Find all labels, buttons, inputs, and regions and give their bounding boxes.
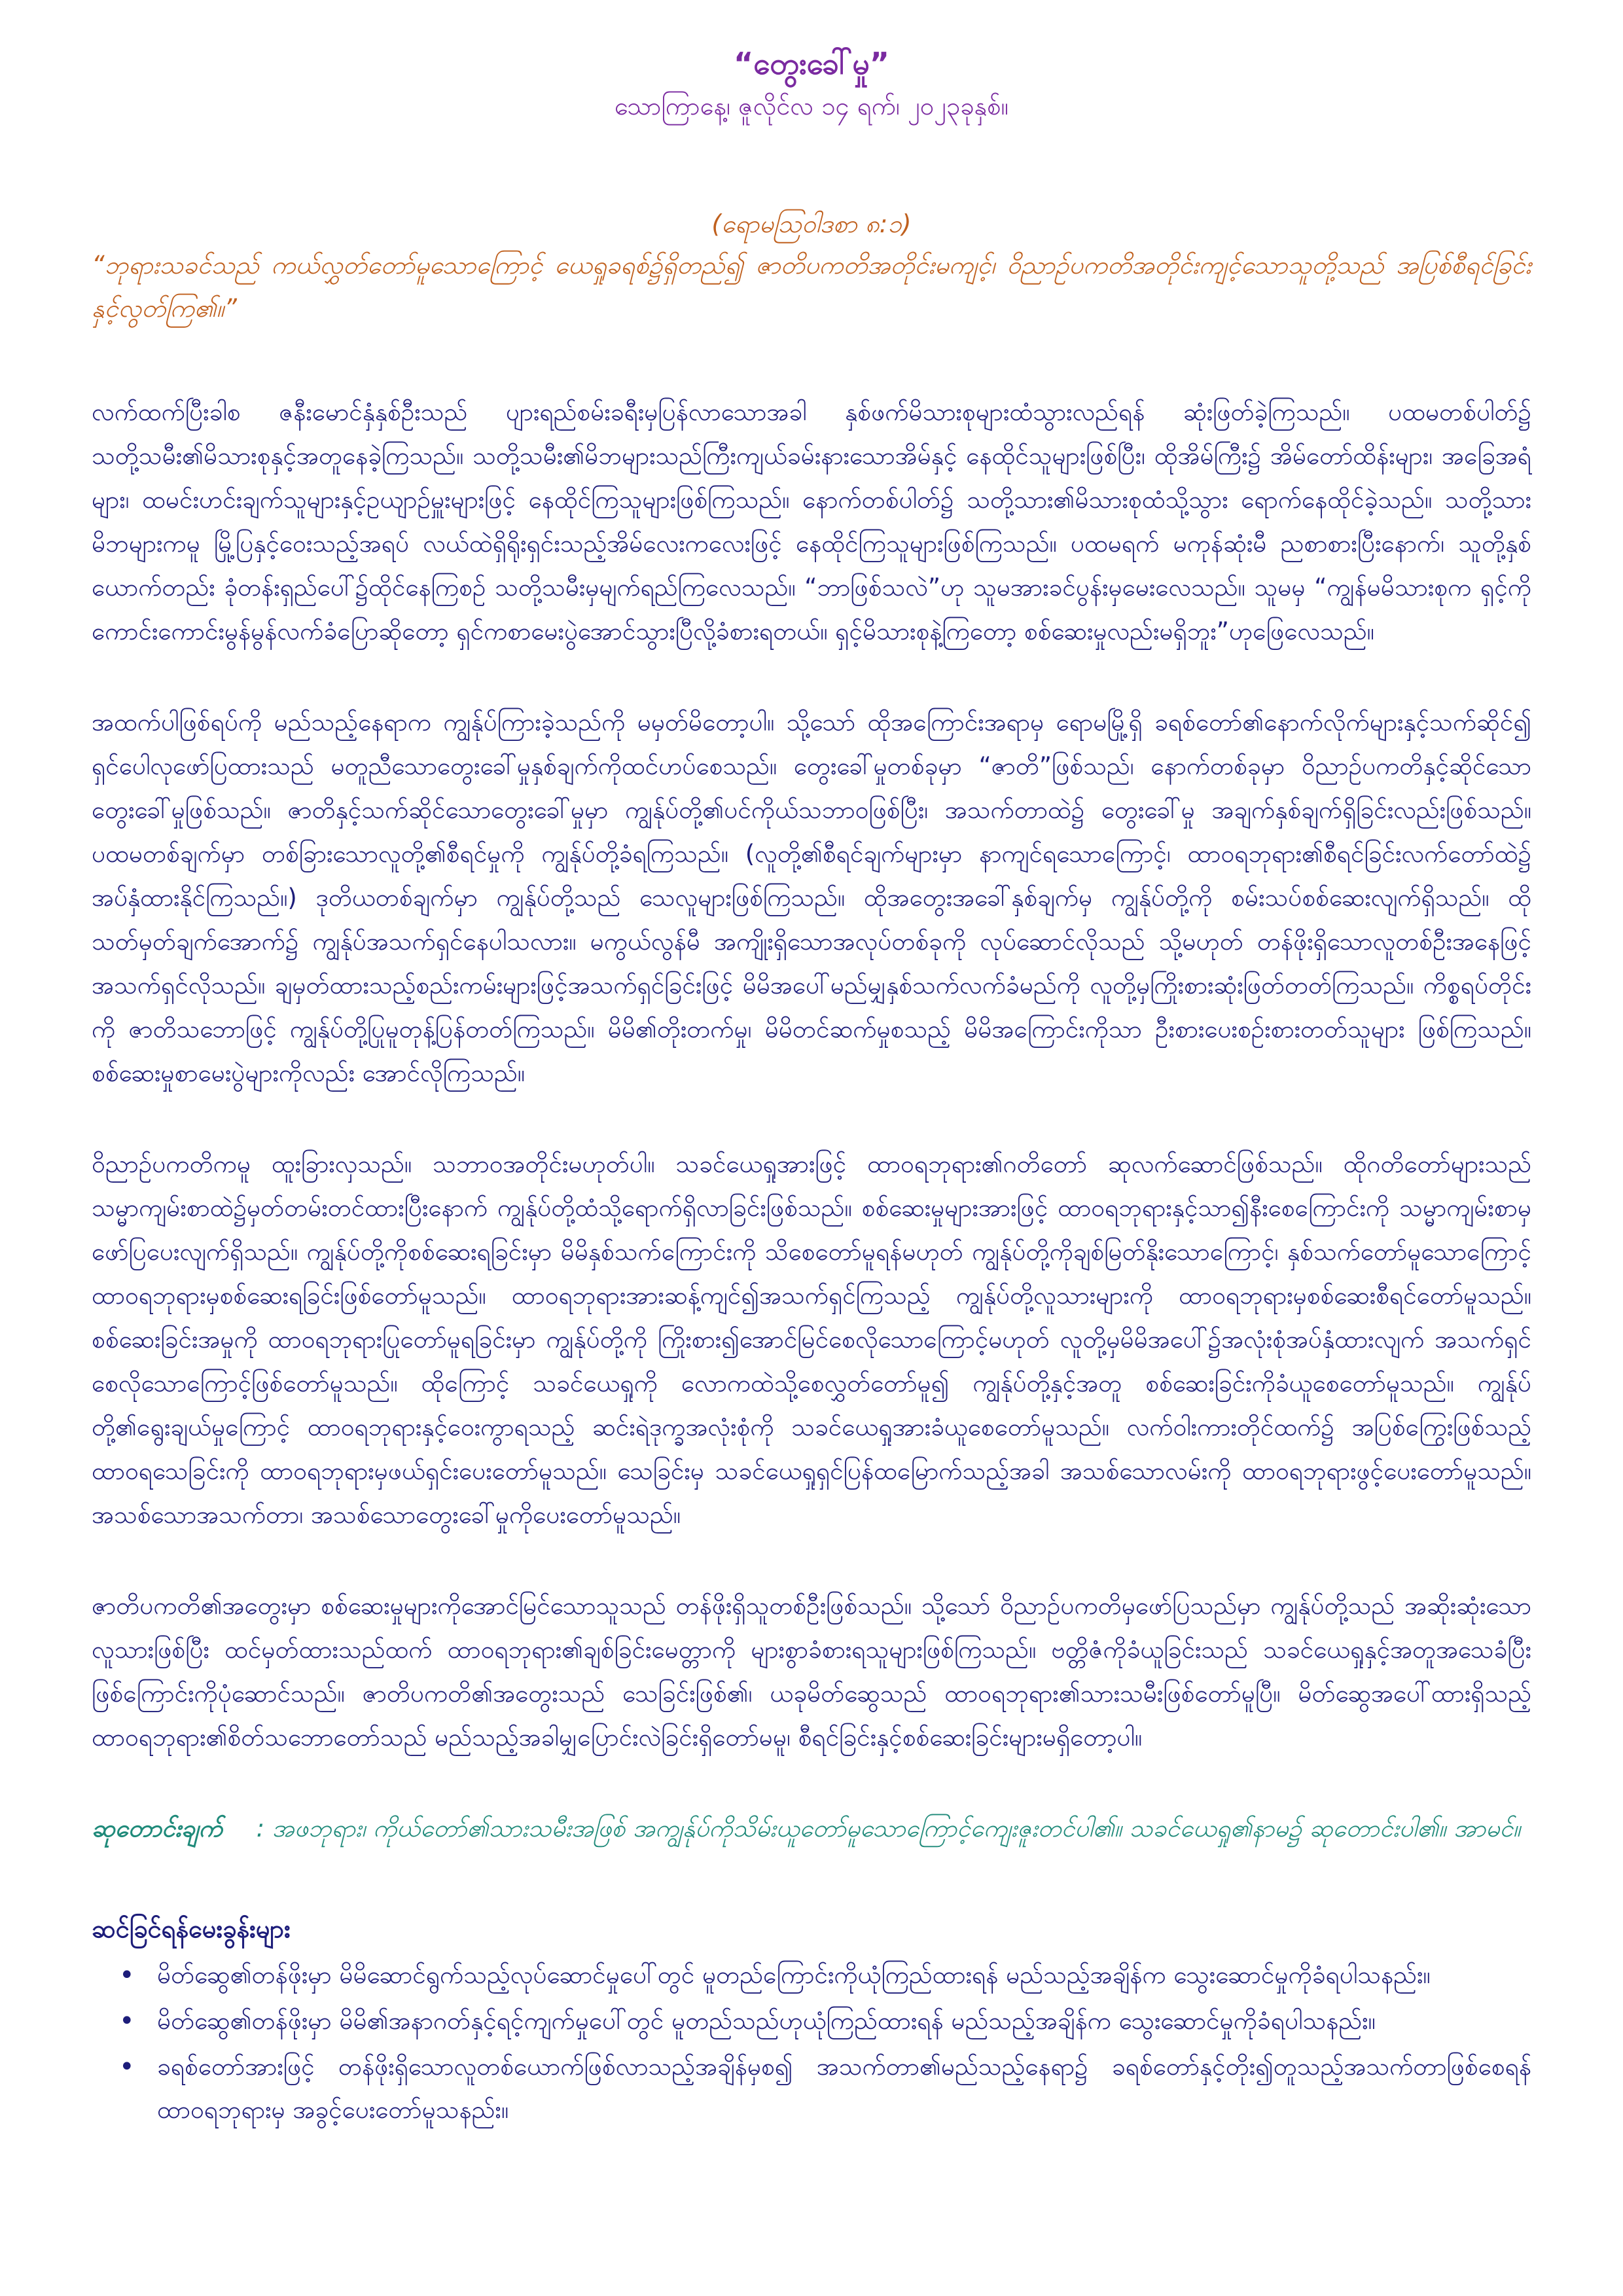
question-text-1: မိတ်ဆွေ၏တန်ဖိုးမှာ မိမိဆောင်ရွက်သည့်လုပ်ဆောင်မှုပေါ်တွင် မူတည်ကြောင်းကိုယုံကြည်ထားရန် မည်သည့်အချိန်က သွေးဆောင်မှုကိုခံရပါသနည်း။ xyxy=(157,1961,1431,1989)
bullet-icon: • xyxy=(119,1960,135,1990)
document-title: “တွေးခေါ်မှု” xyxy=(734,46,889,81)
bullet-icon: • xyxy=(119,2006,135,2036)
prayer-label: ဆုတောင်းချက် xyxy=(92,1814,223,1842)
paragraph-3: ဝိညာဉ်ပကတိကမူ ထူးခြားလှသည်။ သဘာဝအတိုင်းမဟုတ်ပါ။ သခင်ယေရှုအားဖြင့် ထာဝရဘုရား၏ဂတိတော် ဆုလက်ဆောင်ဖြစ်သည်။ ထိုဂတိတော်များသည် သမ္မာကျမ်းစာထဲ၌မှတ်တမ်းတင်ထားပြီးနောက် ကျွန်ုပ်တို့ထံသို့ရောက်ရှိလာခြင်းဖြစ်သည်။ စစ်ဆေးမှုများအားဖြင့် ထာဝရဘုရားနှင့်သာ၍နီးစေကြောင်းကို သမ္မာကျမ်းစာမှဖော်ပြပေးလျက်ရှိသည်။ ကျွန်ုပ်တို့ကိုစစ်ဆေးရခြင်းမှာ မိမိနှစ်သက်ကြောင်းကို သိစေတော်မူရန်မဟုတ် ကျွန်ုပ်တို့ကိုချစ်မြတ်နိုးသောကြောင့်၊ နှစ်သက်တော်မူသောကြောင့် ထာဝရဘုရားမှစစ်ဆေးရခြင်းဖြစ်တော်မူသည်။ ထာဝရဘုရားအားဆန့်ကျင်၍အသက်ရှင်ကြသည့် ကျွန်ုပ်တို့လူသားများကို ထာဝရဘုရားမှစစ်ဆေးစီရင်တော်မူသည်။ စစ်ဆေးခြင်းအမှုကို ထာဝရဘုရားပြုတော်မူရခြင်းမှာ ကျွန်ုပ်တို့ကို ကြိုးစား၍အောင်မြင်စေလိုသောကြောင့်မဟုတ် လူတို့မှမိမိအပေါ်၌အလုံးစုံအပ်နှံထားလျက် အသက်ရှင်စေလိုသောကြောင့်ဖြစ်တော်မူသည်။ ထိုကြောင့် သခင်ယေရှုကို လောကထဲသို့စေလွှတ်တော်မူ၍ ကျွန်ုပ်တို့နှင့်အတူ စစ်ဆေးခြင်းကိုခံယူစေတော်မူသည်။ ကျွန်ုပ်တို့၏ရွေးချယ်မှုကြောင့် ထာဝရဘုရားနှင့်ဝေးကွာရသည့် ဆင်းရဲဒုက္ခအလုံးစုံကို သခင်ယေရှုအားခံယူစေတော်မူသည်။ လက်ဝါးကားတိုင်ထက်၌ အပြစ်ကြွေးဖြစ်သည့်ထာဝရသေခြင်းကို ထာဝရဘုရားမှဖယ်ရှင်းပေးတော်မူသည်။ သေခြင်းမှ သခင်ယေရှုရှင်ပြန်ထမြောက်သည့်အခါ အသစ်သောလမ်းကို ထာဝရဘုရားဖွင့်ပေးတော်မူသည်။ အသစ်သောအသက်တာ၊ အသစ်သောတွေးခေါ်မှုကိုပေးတော်မူသည်။ xyxy=(92,1150,1531,1529)
paragraph-2: အထက်ပါဖြစ်ရပ်ကို မည်သည့်နေရာက ကျွန်ုပ်ကြားခဲ့သည်ကို မမှတ်မိတော့ပါ။ သို့သော် ထိုအကြောင်းအရာမှ ရောမမြို့ရှိ ခရစ်တော်၏နောက်လိုက်များနှင့်သက်ဆိုင်၍ ရှင်ပေါလုဖော်ပြထားသည် မတူညီသောတွေးခေါ်မှုနှစ်ချက်ကိုထင်ဟပ်စေသည်။ တွေးခေါ်မှုတစ်ခုမှာ “ဇာတိ”ဖြစ်သည်၊ နောက်တစ်ခုမှာ ဝိညာဉ်ပကတိနှင့်ဆိုင်သောတွေးခေါ်မှုဖြစ်သည်။ ဇာတိနှင့်သက်ဆိုင်သောတွေးခေါ်မှုမှာ ကျွန်ုပ်တို့၏ပင်ကိုယ်သဘာဝဖြစ်ပြီး၊ အသက်တာထဲ၌ တွေးခေါ်မှု အချက်နှစ်ချက်ရှိခြင်းလည်းဖြစ်သည်။ ပထမတစ်ချက်မှာ တစ်ခြားသောလူတို့၏စီရင်မှုကို ကျွန်ုပ်တို့ခံရကြသည်။ (လူတို့၏စီရင်ချက်များမှာ နာကျင်ရသောကြောင့်၊ ထာဝရဘုရား၏စီရင်ခြင်းလက်တော်ထဲ၌ အပ်နှံထားနိုင်ကြသည်။) ဒုတိယတစ်ချက်မှာ ကျွန်ုပ်တို့သည် သေလူများဖြစ်ကြသည်။ ထိုအတွေးအခေါ်နှစ်ချက်မှ ကျွန်ုပ်တို့ကို စမ်းသပ်စစ်ဆေးလျက်ရှိသည်။ ထိုသတ်မှတ်ချက်အောက်၌ ကျွန်ုပ်အသက်ရှင်နေပါသလား။ မကွယ်လွန်မီ အကျိုးရှိသောအလုပ်တစ်ခုကို လုပ်ဆောင်လိုသည် သို့မဟုတ် တန်ဖိုးရှိသောလူတစ်ဦးအနေဖြင့်အသက်ရှင်လိုသည်။ ချမှတ်ထားသည့်စည်းကမ်းများဖြင့်အသက်ရှင်ခြင်းဖြင့် မိမိအပေါ်မည်မျှနှစ်သက်လက်ခံမည်ကို လူတို့မှကြိုးစားဆုံးဖြတ်တတ်ကြသည်။ ကိစ္စရပ်တိုင်းကို ဇာတိသဘောဖြင့် ကျွန်ုပ်တို့ပြုမူတုန့်ပြန်တတ်ကြသည်။ မိမိ၏တိုးတက်မှု၊ မိမိတင်ဆက်မှုစသည့် မိမိအကြောင်းကိုသာ ဦးစားပေးစဉ်းစားတတ်သူများ ဖြစ်ကြသည်။ စစ်ဆေးမှုစာမေးပွဲများကိုလည်း အောင်လိုကြသည်။ xyxy=(92,708,1531,1087)
verse-reference: (ရောမဩဝါဒစာ ၈:၁) xyxy=(711,209,912,238)
questions-list xyxy=(92,1954,1531,2132)
question-item-2 xyxy=(119,2000,1531,2043)
verse-text: “ဘုရားသခင်သည် ကယ်လွှတ်တော်မူသောကြောင့် ယေရှုခရစ်၌ရှိတည်၍ ဇာတိပကတိအတိုင်းမကျင့်၊ ဝိညာဉ်ပကတိအတိုင်းကျင့်သောသူတို့သည် အပြစ်စီရင်ခြင်းနှင့်လွတ်ကြ၏။” xyxy=(92,251,1531,323)
document-date: သောကြာနေ့၊ ဇူလိုင်လ ၁၄ ရက်၊ ၂၀၂၃ခုနှစ်။ xyxy=(615,92,1008,120)
prayer-block xyxy=(92,1806,1531,1850)
prayer-text: : အဖဘုရား၊ ကိုယ်တော်၏သားသမီးအဖြစ် အကျွန်ုပ်ကိုသိမ်းယူတော်မူသောကြောင့်ကျေးဇူးတင်ပါ၏။ သခင်ယေရှု၏နာမ၌ ဆုတောင်းပါ၏။ အာမင်။ xyxy=(256,1814,1521,1842)
question-item-3 xyxy=(119,2045,1531,2132)
paragraph-4: ဇာတိပကတိ၏အတွေးမှာ စစ်ဆေးမှုများကိုအောင်မြင်သောသူသည် တန်ဖိုးရှိသူတစ်ဦးဖြစ်သည်။ သို့သော် ဝိညာဉ်ပကတိမှဖော်ပြသည်မှာ ကျွန်ုပ်တို့သည် အဆိုးဆုံးသောလူသားဖြစ်ပြီး ထင်မှတ်ထားသည်ထက် ထာဝရဘုရား၏ချစ်ခြင်းမေတ္တာကို များစွာခံစားရသူများဖြစ်ကြသည်။ ဗတ္တိဇံကိုခံယူခြင်းသည် သခင်ယေရှုနှင့်အတူအသေခံပြီးဖြစ်ကြောင်းကိုပုံဆောင်သည်။ ဇာတိပကတိ၏အတွေးသည် သေခြင်းဖြစ်၏၊ ယခုမိတ်ဆွေသည် ထာဝရဘုရား၏သားသမီးဖြစ်တော်မူပြီ။ မိတ်ဆွေအပေါ်ထားရှိသည့်ထာဝရဘုရား၏စိတ်သဘောတော်သည် မည်သည့်အခါမျှပြောင်းလဲခြင်းရှိတော်မမူ၊ စီရင်ခြင်းနှင့်စစ်ဆေးခြင်းများမရှိတော့ပါ။ xyxy=(92,1592,1531,1751)
paragraph-1: လက်ထက်ပြီးခါစ ဇနီးမောင်နှံနှစ်ဦးသည် ပျားရည်စမ်းခရီးမှပြန်လာသောအခါ နှစ်ဖက်မိသားစုများထံသွားလည်ရန် ဆုံးဖြတ်ခဲ့ကြသည်။ ပထမတစ်ပါတ်၌ သတို့သမီး၏မိသားစုနှင့်အတူနေခဲ့ကြသည်။ သတို့သမီး၏မိဘများသည်ကြီးကျယ်ခမ်းနားသောအိမ်နှင့် နေထိုင်သူများဖြစ်ပြီး၊ ထိုအိမ်ကြီး၌ အိမ်တော်ထိန်းများ၊ အခြေအရံများ၊ ထမင်းဟင်းချက်သူများနှင့်ဥယျာဉ်မှူးများဖြင့် နေထိုင်ကြသူများဖြစ်ကြသည်။ နောက်တစ်ပါတ်၌ သတို့သား၏မိသားစုထံသို့သွား ရောက်နေထိုင်ခဲ့သည်။ သတို့သားမိဘများကမူ မြို့ပြနှင့်ဝေးသည့်အရပ် လယ်ထဲရှိရိုးရှင်းသည့်အိမ်လေးကလေးဖြင့် နေထိုင်ကြသူများဖြစ်ကြသည်။ ပထမရက် မကုန်ဆုံးမီ ညစာစားပြီးနောက်၊ သူတို့နှစ်ယောက်တည်း ခုံတန်းရှည်ပေါ်၌ထိုင်နေကြစဉ် သတို့သမီးမှမျက်ရည်ကြလေသည်။ “ဘာဖြစ်သလဲ”ဟု သူမအားခင်ပွန်းမှမေးလေသည်။ သူမမှ “ကျွန်မမိသားစုက ရှင့်ကိုကောင်းကောင်းမွန်မွန်လက်ခံပြောဆိုတော့ ရှင်ကစာမေးပွဲအောင်သွားပြီလို့ခံစားရတယ်။ ရှင့်မိသားစုနဲ့ကြတော့ စစ်ဆေးမှုလည်းမရှိဘူး”ဟုဖြေလေသည်။ xyxy=(92,398,1531,645)
question-text-2: မိတ်ဆွေ၏တန်ဖိုးမှာ မိမိ၏အနာဂတ်နှင့်ရင့်ကျက်မှုပေါ်တွင် မူတည်သည်ဟုယုံကြည်ထားရန် မည်သည့်အချိန်က သွေးဆောင်မှုကိုခံရပါသနည်း။ xyxy=(157,2007,1376,2035)
questions-heading: ဆင်ခြင်ရန်မေးခွန်းများ xyxy=(92,1914,291,1943)
question-item-1 xyxy=(119,1954,1531,1997)
question-text-3: ခရစ်တော်အားဖြင့် တန်ဖိုးရှိသောလူတစ်ယောက်ဖြစ်လာသည့်အချိန်မှစ၍ အသက်တာ၏မည်သည့်နေရာ၌ ခရစ်တော်နှင့်တိုး၍တူသည့်အသက်တာဖြစ်စေရန် ထာဝရဘုရားမှ အခွင့်ပေးတော်မူသနည်း။ xyxy=(157,2053,1531,2124)
bullet-icon: • xyxy=(119,2052,135,2082)
